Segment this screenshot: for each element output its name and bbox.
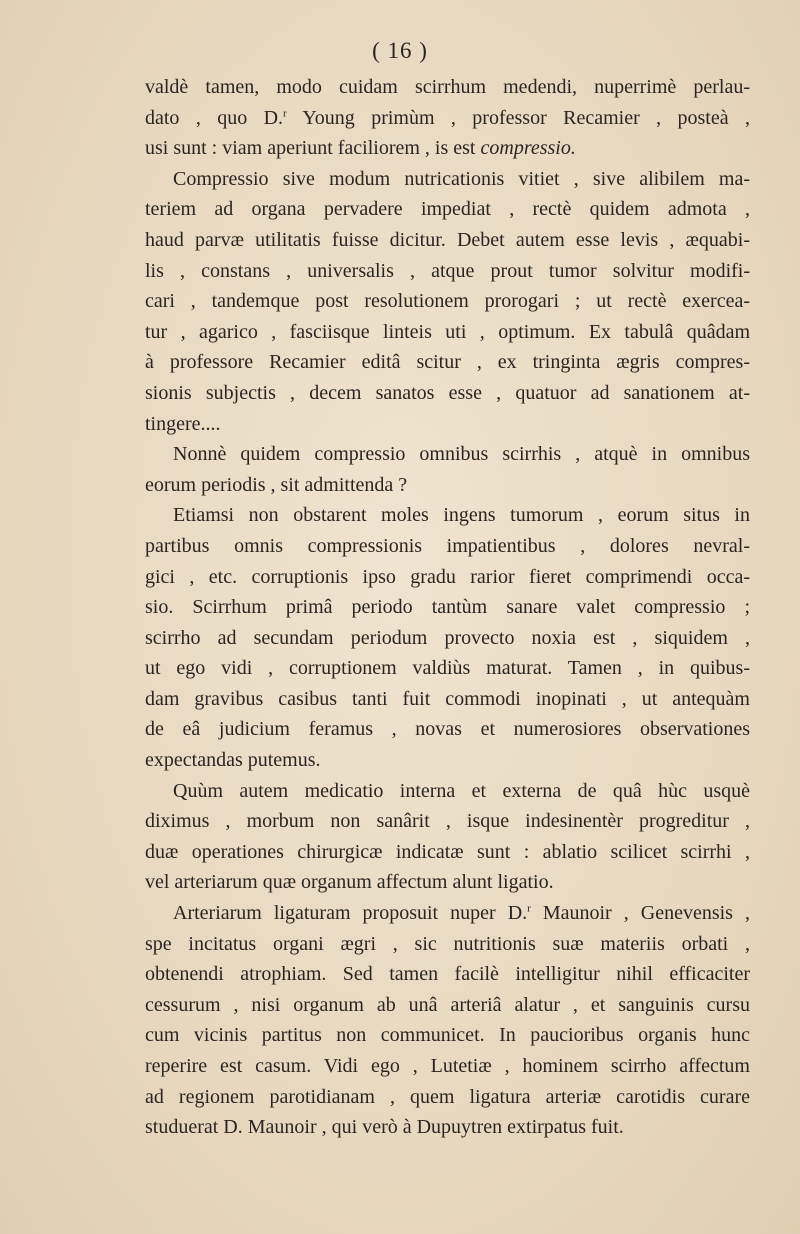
text-line: Nonnè quidem compressio omnibus scirrhis , atquè in omnibus <box>173 443 750 466</box>
text-line: cari , tandemque post resolutionem prorogari ; ut rectè exercea- <box>145 290 750 313</box>
text-line: haud parvæ utilitatis fuisse dicitur. Debet autem esse levis , æquabi- <box>145 228 750 251</box>
text-line: tur , agarico , fasciisque linteis uti , optimum. Ex tabulâ quâdam <box>145 320 750 343</box>
text-line: ad regionem parotidianam , quem ligatura arteriæ carotidis curare <box>145 1085 750 1108</box>
body-text <box>145 72 750 1143</box>
text-line: sionis subjectis , decem sanatos esse , quatuor ad sanationem at- <box>145 381 750 404</box>
text-line: Etiamsi non obstarent moles ingens tumorum , eorum situs in <box>173 504 750 527</box>
text-line: spe incitatus organi ægri , sic nutritionis suæ materiis orbati , <box>145 932 750 955</box>
text-line: valdè tamen, modo cuidam scirrhum medendi, nuperrimè perlau- <box>145 76 750 98</box>
text-line: duæ operationes chirurgicæ indicatæ sunt : ablatio scilicet scirrhi , <box>145 840 750 863</box>
superscript: r <box>283 106 287 119</box>
text-line: dam gravibus casibus tanti fuit commodi inopinati , ut antequàm <box>145 687 750 710</box>
text-line: cessurum , nisi organum ab unâ arteriâ alatur , et sanguinis cursu <box>145 993 750 1016</box>
text-line: reperire est casum. Vidi ego , Lutetiæ , hominem scirrho affectum <box>145 1055 750 1077</box>
text-line: expectandas putemus. <box>145 749 321 772</box>
text-line: scirrho ad secundam periodum provecto noxia est , siquidem , <box>145 626 750 649</box>
page-number: ( 16 ) <box>372 38 428 63</box>
emphasis: compressio. <box>480 137 576 160</box>
text-line: diximus , morbum non sanârit , isque indesinentèr progreditur , <box>145 810 750 833</box>
text-line: sio. Scirrhum primâ periodo tantùm sanare valet compressio ; <box>145 596 750 619</box>
text-line: lis , constans , universalis , atque prout tumor solvitur modifi- <box>145 259 750 282</box>
text-line: eorum periodis , sit admittenda ? <box>145 473 408 496</box>
text-line: ut ego vidi , corruptionem valdiùs maturat. Tamen , in quibus- <box>145 657 750 680</box>
text-line: obtenendi atrophiam. Sed tamen facilè intelligitur nihil efficaciter <box>145 963 750 986</box>
text-line: cum vicinis partitus non communicet. In paucioribus organis hunc <box>145 1024 750 1047</box>
text-line: Compressio sive modum nutricationis vitiet , sive alibilem ma- <box>173 167 750 190</box>
text-line: vel arteriarum quæ organum affectum alunt ligatio. <box>145 871 554 894</box>
superscript: r <box>527 902 531 915</box>
text-line: teriem ad organa pervadere impediat , rectè quidem admota , <box>145 198 750 221</box>
text-line: partibus omnis compressionis impatientibus , dolores nevral- <box>145 534 750 557</box>
text-line: usi sunt : viam aperiunt faciliorem , is est compressio. <box>145 137 576 160</box>
text-line: studuerat D. Maunoir , qui verò à Dupuytren extirpatus fuit. <box>145 1116 624 1139</box>
text-line: de eâ judicium feramus , novas et numerosiores observationes <box>145 718 750 741</box>
text-line: gici , etc. corruptionis ipso gradu rarior fieret comprimendi occa- <box>145 565 750 588</box>
text-line: Arteriarum ligaturam proposuit nuper D.$^r$ Maunoir , Genevensis , <box>173 902 750 925</box>
text-line: dato , quo D.$^r$ Young primùm , professor Recamier , posteà , <box>145 106 750 129</box>
text-line: tingere.... <box>145 412 221 435</box>
text-line: Quùm autem medicatio interna et externa de quâ hùc usquè <box>173 779 750 802</box>
text-line: à professore Recamier editâ scitur , ex tringinta ægris compres- <box>145 351 750 374</box>
